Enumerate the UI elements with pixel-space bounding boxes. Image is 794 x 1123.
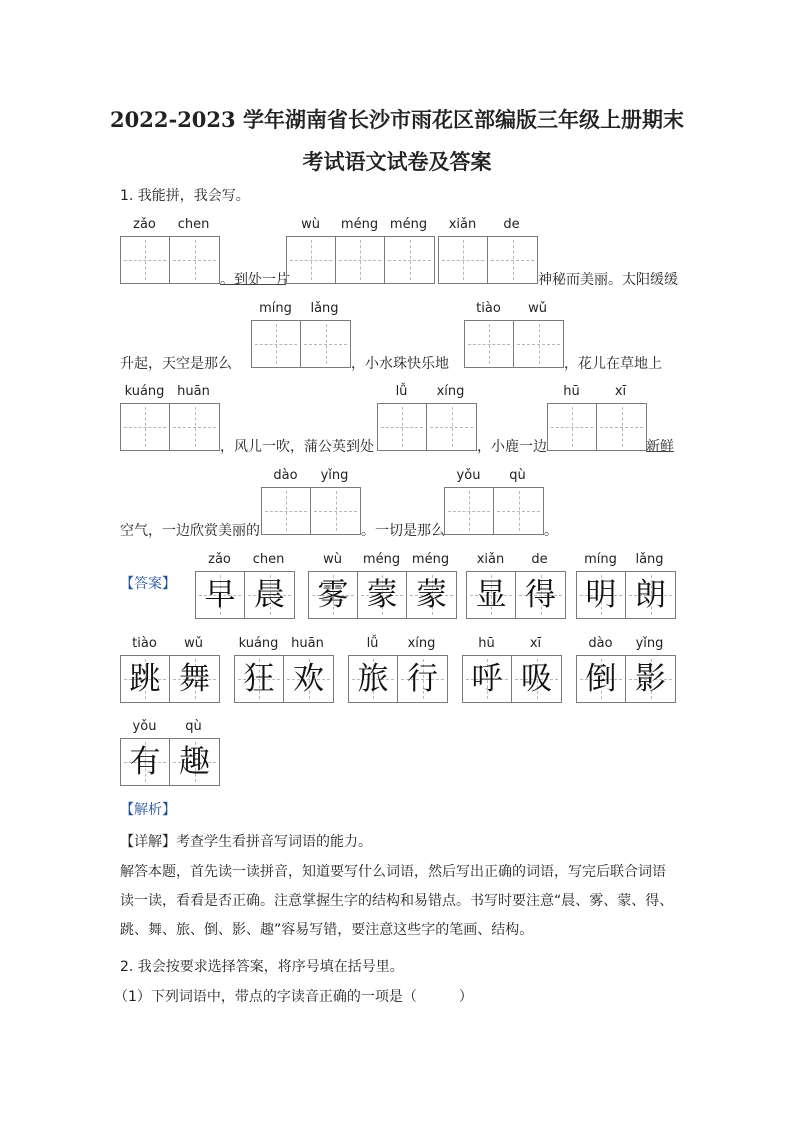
question-2-heading: 2. 我会按要求选择答案，将序号填在括号里。 — [120, 959, 404, 975]
answer-char: 行 — [407, 661, 438, 697]
answer-char: 旅 — [357, 661, 389, 697]
sentence-text: ，小水珠快乐地 — [351, 356, 449, 372]
blank-grid-wumengmeng[interactable] — [286, 236, 435, 284]
pinyin: míng — [259, 301, 292, 316]
pinyin: méng — [340, 217, 379, 232]
pinyin: yǐng — [635, 636, 664, 651]
pinyin: tiào — [132, 636, 157, 651]
pinyin: xíng — [436, 384, 465, 399]
sentence-text: 。一切是那么 — [361, 523, 445, 539]
pinyin: kuáng — [124, 384, 165, 399]
blank-grid-lvxing[interactable] — [377, 403, 477, 451]
sentence-text: ，花儿在草地上 — [564, 356, 662, 372]
answer-char: 舞 — [179, 661, 210, 697]
analysis-label: 【解析】 — [120, 802, 176, 818]
blank-grid-xiande[interactable] — [438, 236, 538, 284]
answer-char: 狂 — [243, 661, 275, 697]
pinyin: yǒu — [456, 468, 481, 483]
pinyin: qù — [185, 719, 202, 734]
pinyin: chen — [252, 552, 285, 567]
sentence-text: 。到处一片 — [220, 272, 290, 288]
sentence-text: 神秘而美丽。太阳缓缓 — [538, 272, 678, 288]
answer-char: 蒙 — [416, 577, 447, 613]
pinyin: méng — [362, 552, 401, 567]
pinyin: xiǎn — [476, 552, 505, 567]
sentence-text: ，小鹿一边 — [477, 439, 547, 455]
blank-grid-daoying[interactable] — [261, 487, 361, 535]
pinyin: lǚ — [395, 384, 408, 399]
answer-char: 得 — [525, 577, 556, 613]
answer-label: 【答案】 — [120, 576, 176, 592]
answer-grid-tiaowu — [120, 655, 220, 703]
answer-grid-minglang — [576, 571, 676, 619]
pinyin: yǒu — [132, 719, 157, 734]
sentence-text: ，风儿一吹，蒲公英到处 — [220, 439, 374, 455]
sentence-text: 。 — [544, 523, 558, 539]
pinyin: de — [531, 552, 548, 567]
pinyin: méng — [411, 552, 450, 567]
answer-char: 呼 — [471, 661, 503, 697]
pinyin: méng — [389, 217, 428, 232]
blank-grid-kuanghuan[interactable] — [120, 403, 220, 451]
pinyin: wǔ — [528, 301, 547, 316]
pinyin: lǎng — [635, 552, 664, 567]
pinyin: hū — [563, 384, 580, 399]
answer-grid-daoying — [576, 655, 676, 703]
answer-char: 吸 — [521, 661, 552, 697]
sentence-text: 空气，一边欣赏美丽的 — [120, 523, 260, 539]
answer-grid-kuanghuan — [234, 655, 334, 703]
answer-char: 蒙 — [366, 577, 398, 613]
answer-grid-youqu — [120, 738, 220, 786]
answer-char: 倒 — [585, 661, 617, 697]
pinyin: wù — [323, 552, 342, 567]
answer-grid-huxi — [462, 655, 562, 703]
pinyin: zǎo — [133, 217, 156, 232]
answer-char: 显 — [475, 577, 507, 613]
sentence-text: 升起，天空是那么 — [120, 356, 232, 372]
pinyin: huān — [291, 636, 324, 651]
pinyin: hū — [478, 636, 495, 651]
document-title-line1: 2022-2023 学年湖南省长沙市雨花区部编版三年级上册期末 — [110, 107, 684, 132]
question-1-heading: 1. 我能拼，我会写。 — [120, 188, 250, 204]
answer-char: 雾 — [317, 577, 349, 613]
answer-char: 有 — [129, 744, 161, 780]
analysis-paragraph: 解答本题，首先读一读拼音，知道要写什么词语，然后写出正确的词语，写完后联合词语读一读，看看是否正确。注意掌握生字的结构和易错点。书写时要注意“晨、雾、蒙、得、跳、舞、旅、倒、影、趣”容易写错，要注意这些字的笔画、结构。 — [120, 864, 674, 938]
answer-char: 跳 — [129, 661, 161, 697]
pinyin: míng — [584, 552, 617, 567]
pinyin: qù — [509, 468, 526, 483]
pinyin: xī — [529, 636, 542, 651]
pinyin: dào — [588, 636, 613, 651]
pinyin: de — [503, 217, 520, 232]
pinyin: yǐng — [320, 468, 349, 483]
blank-grid-huxi[interactable] — [547, 403, 647, 451]
sentence-text: 新鲜 — [646, 439, 674, 455]
answer-char: 朗 — [635, 577, 666, 613]
pinyin: zǎo — [208, 552, 231, 567]
answer-grid-wumengmeng — [308, 571, 457, 619]
pinyin: dào — [273, 468, 298, 483]
blank-grid-minglang[interactable] — [251, 320, 351, 368]
pinyin: wù — [301, 217, 320, 232]
answer-grid-zaochen — [195, 571, 295, 619]
answer-grid-lvxing — [348, 655, 448, 703]
pinyin: wǔ — [184, 636, 203, 651]
answer-char: 趣 — [179, 744, 210, 780]
pinyin: xī — [614, 384, 627, 399]
pinyin: xiǎn — [448, 217, 477, 232]
answer-char: 明 — [585, 577, 617, 613]
answer-char: 影 — [635, 661, 666, 697]
answer-char: 晨 — [254, 577, 285, 613]
blank-grid-tiaowu[interactable] — [464, 320, 564, 368]
pinyin: lǎng — [310, 301, 339, 316]
analysis-detail: 【详解】考查学生看拼音写词语的能力。 — [120, 834, 372, 850]
pinyin: tiào — [476, 301, 501, 316]
pinyin: chen — [177, 217, 210, 232]
answer-grid-xiande — [466, 571, 566, 619]
blank-grid-zaochen[interactable] — [120, 236, 220, 284]
blank-grid-youqu[interactable] — [444, 487, 544, 535]
pinyin: huān — [177, 384, 210, 399]
document-title-line2: 考试语文试卷及答案 — [302, 149, 492, 174]
answer-char: 欢 — [293, 661, 324, 697]
answer-char: 早 — [204, 577, 236, 613]
question-2-sub1: （1）下列词语中，带点的字读音正确的一项是（ ） — [114, 989, 473, 1005]
pinyin: xíng — [407, 636, 436, 651]
pinyin: kuáng — [238, 636, 279, 651]
pinyin: lǚ — [366, 636, 379, 651]
